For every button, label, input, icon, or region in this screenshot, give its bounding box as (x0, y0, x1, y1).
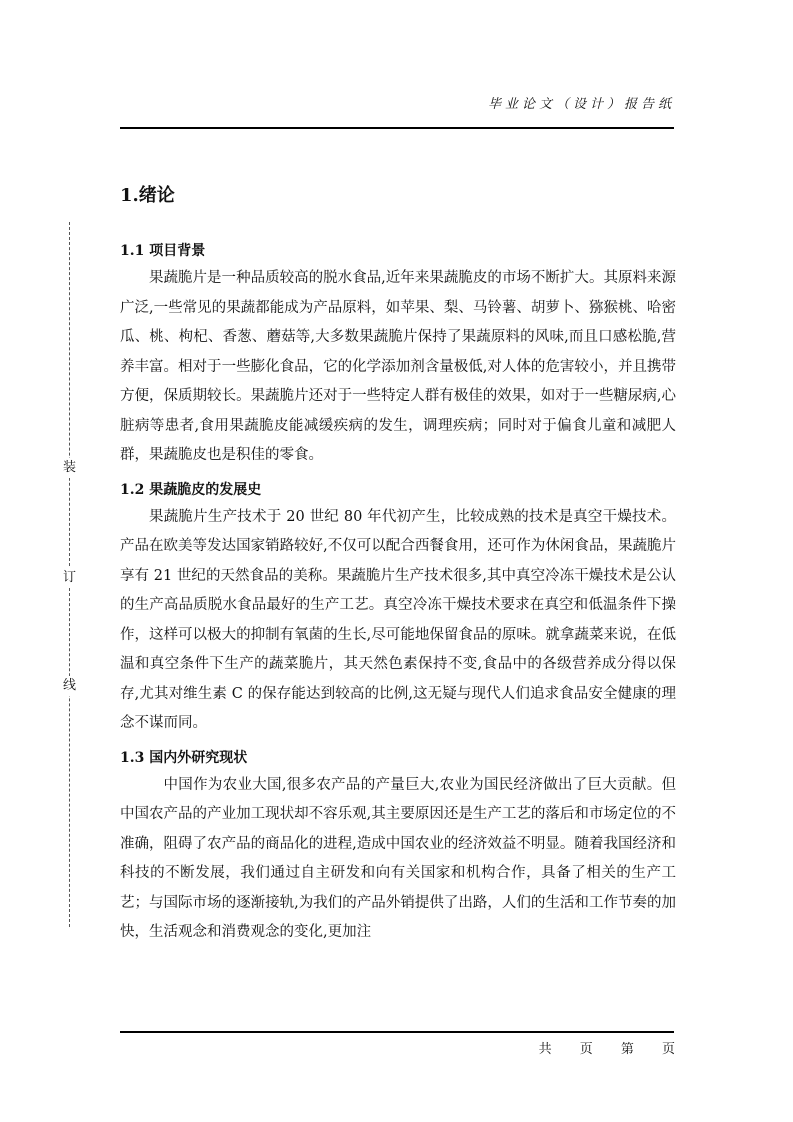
page-footer: 共 页 第 页 (538, 1042, 675, 1057)
binding-char-ding: 订 (63, 568, 76, 588)
header-title: 毕业论文（设计）报告纸 (487, 97, 675, 112)
section-heading: 1.3 国内外研究现状 (120, 749, 248, 766)
footer-rule (120, 1031, 674, 1033)
binding-char-xian: 线 (63, 676, 76, 696)
header-rule (120, 127, 674, 129)
section-heading: 1.1 项目背景 (120, 243, 206, 259)
content (120, 238, 676, 954)
section-1-3 (120, 745, 676, 948)
chapter-title: 1.绪论 (120, 185, 175, 206)
binding-char-zhuang: 装 (63, 458, 76, 478)
section-heading: 1.2 果蔬脆皮的发展史 (120, 481, 262, 498)
section-1-1 (120, 238, 676, 471)
section-paragraph: 果蔬脆片是一种品质较高的脱水食品,近年来果蔬脆皮的市场不断扩大。其原料来源广泛,一些常见的果蔬都能成为产品原料，如苹果、梨、马铃薯、胡萝卜、猕猴桃、哈密瓜、桃、枸杞、香葱、蘑菇等,大多数果蔬脆片保持了果蔬原料的风味,而且口感松脆,营养丰富。相对于一些膨化食品，它的化学添加剂含量极低,对人体的危害较小，并且携带方便，保质期较长。果蔬脆片还对于一些特定人群有极佳的效果，如对于一些糖尿病,心脏病等患者,食用果蔬脆皮能减缓疾病的发生，调理疾病；同时对于偏食儿童和减肥人群，果蔬脆皮也是积佳的零食。 (120, 270, 676, 463)
section-1-2 (120, 477, 676, 739)
section-paragraph: 中国作为农业大国,很多农产品的产量巨大,农业为国民经济做出了巨大贡献。但中国农产品的产业加工现状却不容乐观,其主要原因还是生产工艺的落后和市场定位的不准确，阻碍了农产品的商品化的进程,造成中国农业的经济效益不明显。随着我国经济和科技的不断发展，我们通过自主研发和向有关国家和机构合作，具备了相关的生产工艺；与国际市场的逐渐接轨,为我们的产品外销提供了出路，人们的生活和工作节奏的加快，生活观念和消费观念的变化,更加注 (120, 776, 676, 940)
section-paragraph: 果蔬脆片生产技术于 20 世纪 80 年代初产生，比较成熟的技术是真空干燥技术。产品在欧美等发达国家销路较好,不仅可以配合西餐食用，还可作为休闲食品，果蔬脆片享有 21 世纪的天然食品的美称。果蔬脆片生产技术很多,其中真空冷冻干燥技术是公认的生产高品质脱水食品最好的生产工艺。真空冷冻干燥技术要求在真空和低温条件下操作，这样可以极大的抑制有氧菌的生长,尽可能地保留食品的原味。就拿蔬菜来说，在低温和真空条件下生产的蔬菜脆片，其天然色素保持不变,食品中的各级营养成分得以保存,尤其对维生素 C 的保存能达到较高的比例,这无疑与现代人们追求食品安全健康的理念不谋而同。 (120, 508, 676, 731)
